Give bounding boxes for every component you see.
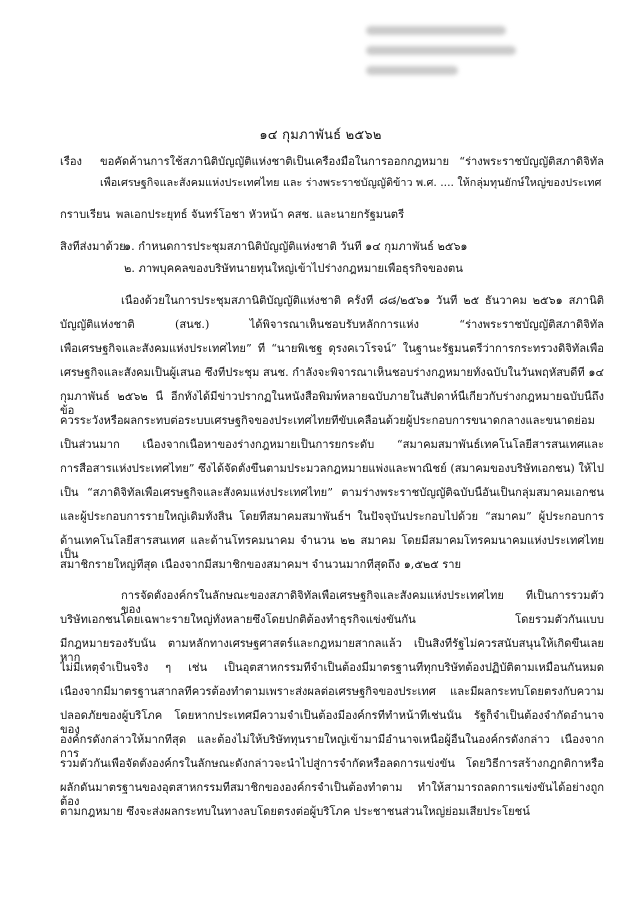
paragraph1-line: สมาชิกรายใหญ่ที่สุด เนื่องจากมีสมาชิกของสมาคมฯ จำนวนมากที่สุดถึง ๑,๕๒๕ ราย xyxy=(60,558,462,571)
paragraph2-line: บริษัทเอกชนโดยเฉพาะรายใหญ่ทั้งหลายซึ่งโดยปกติต้องทำธุรกิจแข่งขันกัน โดยรวมตัวกันแบบ xyxy=(60,613,604,626)
paragraph1-line: กุมภาพันธ์ ๒๕๖๒ นี้ อีกทั้งได้มีข่าวปรากฏในหนังสือพิมพ์หลายฉบับภายในสัปดาห์นี้เกี่ยวกับร่างกฎหมายฉบับนี้ถึงข้อ xyxy=(60,390,604,417)
letter-date: ๑๔ กุมภาพันธ์ ๒๕๖๒ xyxy=(259,128,382,143)
paragraph2-line: มีกฎหมายรองรับนั้น ตามหลักทางเศรษฐศาสตร์และกฎหมายสากลแล้ว เป็นสิ่งที่รัฐไม่ควรสนับสนุนให้เกิดขึ้นเลยหาก xyxy=(60,637,604,664)
redacted-line xyxy=(366,66,458,75)
paragraph1-line: การสื่อสารแห่งประเทศไทย” ซึ่งได้จัดตั้งขึ้นตามประมวลกฎหมายแพ่งและพาณิชย์ (สมาคมของบริษัทเอกชน) ให้ไป xyxy=(60,462,604,475)
paragraph1-line: เป็น “สภาดิจิทัลเพื่อเศรษฐกิจและสังคมแห่งประเทศไทย” ตามร่างพระราชบัญญัติฉบับนี้อันเป็นกลุ่มสมาคมเอกชน xyxy=(60,486,604,499)
recipient-text: พลเอกประยุทธ์ จันทร์โอชา หัวหน้า คสช. และนายกรัฐมนตรี xyxy=(116,208,405,221)
paragraph2-line: ตามกฎหมาย ซึ่งจะส่งผลกระทบในทางลบโดยตรงต่อผู้บริโภค ประชาชนส่วนใหญ่ย่อมเสียประโยชน์ xyxy=(60,805,530,818)
paragraph1-line: เพื่อเศรษฐกิจและสังคมแห่งประเทศไทย” ที่ “นายพิเชฐ ดุรงคเวโรจน์” ในฐานะรัฐมนตรีว่าการกระทรวงดิจิทัลเพื่อ xyxy=(60,342,604,355)
redacted-line xyxy=(366,46,516,55)
paragraph2-line: ผลักดันมาตรฐานของอุตสาหกรรมที่สมาชิกขององค์กรจำเป็นต้องทำตาม ทำให้สามารถลดการแข่งขันได้อย่างถูกต้อง xyxy=(60,781,604,808)
redacted-line xyxy=(366,26,506,35)
paragraph2-line: เนื่องจากมีมาตรฐานสากลที่ควรต้องทำตามเพราะส่งผลต่อเศรษฐกิจของประเทศ และมีผลกระทบโดยตรงกับความ xyxy=(60,685,604,698)
paragraph2-line: รวมตัวกันเพื่อจัดตั้งองค์กรในลักษณะดังกล่าวจะนำไปสู่การจำกัดหรือลดการแข่งขัน โดยวิธีการสร้างกฎกติกาหรือ xyxy=(60,757,604,770)
subject-line-2: เพื่อเศรษฐกิจและสังคมแห่งประเทศไทย และ ร่างพระราชบัญญัติข้าว พ.ศ. .... ให้กลุ่มทุนยักษ์ใหญ่ของประเทศ xyxy=(100,176,602,189)
enclosures-label: สิ่งที่ส่งมาด้วย xyxy=(60,240,126,253)
subject-label: เรื่อง xyxy=(60,155,83,168)
paragraph2-line: การจัดตั้งองค์กรในลักษณะของสภาดิจิทัลเพื่อเศรษฐกิจและสังคมแห่งประเทศไทย ที่เป็นการรวมตัวของ xyxy=(121,589,604,616)
redacted-sender-address xyxy=(366,26,516,86)
paragraph1-line: ด้านเทคโนโลยีสารสนเทศ และด้านโทรคมนาคม จำนวน ๒๒ สมาคม โดยมีสมาคมโทรคมนาคมแห่งประเทศไทย เป็น xyxy=(60,534,604,561)
paragraph2-line: ไม่มีเหตุจำเป็นจริง ๆ เช่น เป็นอุตสาหกรรมที่จำเป็นต้องมีมาตรฐานที่ทุกบริษัทต้องปฏิบัติตามเหมือนกันหมด xyxy=(60,661,604,674)
paragraph1-line: บัญญัติแห่งชาติ (สนช.) ได้พิจารณาเห็นชอบรับหลักการแห่ง “ร่างพระราชบัญญัติสภาดิจิทัล xyxy=(60,318,604,331)
enclosure-item-1: ๑. กำหนดการประชุมสภานิติบัญญัติแห่งชาติ วันที่ ๑๔ กุมภาพันธ์ ๒๕๖๑ xyxy=(124,240,468,253)
recipient-label: กราบเรียน xyxy=(60,208,111,221)
paragraph1-line: และผู้ประกอบการรายใหญ่เดิมทั้งสิ้น โดยที่สมาคมสมาพันธ์ฯ ในปัจจุบันประกอบไปด้วย “สมาคม” ผู้ประกอบการ xyxy=(60,510,604,523)
paragraph1-line: เนื่องด้วยในการประชุมสภานิติบัญญัติแห่งชาติ ครั้งที่ ๘๘/๒๕๖๑ วันที่ ๒๕ ธันวาคม ๒๕๖๑ สภานิติ xyxy=(121,294,604,307)
paragraph1-line: เป็นส่วนมาก เนื่องจากเนื้อหาของร่างกฎหมายเป็นการยกระดับ “สมาคมสมาพันธ์เทคโนโลยีสารสนเทศและ xyxy=(60,438,604,451)
paragraph2-line: ปลอดภัยของผู้บริโภค โดยหากประเทศมีความจำเป็นต้องมีองค์กรที่ทำหน้าที่เช่นนั้น รัฐก็จำเป็นต้องจำกัดอำนาจของ xyxy=(60,709,604,736)
paragraph1-line: ควรระวังหรือผลกระทบต่อระบบเศรษฐกิจของประเทศไทยที่ขับเคลื่อนด้วยผู้ประกอบการขนาดกลางและขนาดย่อม xyxy=(60,414,596,427)
enclosure-item-2: ๒. ภาพบุคคลของบริษัทนายทุนใหญ่เข้าไปร่างกฎหมายเพื่อธุรกิจของตน xyxy=(124,262,463,275)
subject-line-1: ขอคัดค้านการใช้สภานิติบัญญัติแห่งชาติเป็นเครื่องมือในการออกกฎหมาย “ร่างพระราชบัญญัติสภาดิจิทัล xyxy=(100,155,604,168)
paragraph2-line: องค์กรดังกล่าวให้มากที่สุด และต้องไม่ให้บริษัททุนรายใหญ่เข้ามามีอำนาจเหนือผู้อื่นในองค์กรดังกล่าว เนื่องจากการ xyxy=(60,733,604,760)
paragraph1-line: เศรษฐกิจและสังคมเป็นผู้เสนอ ซึ่งที่ประชุม สนช. กำลังจะพิจารณาเห็นชอบร่างกฎหมายทั้งฉบับในวันพฤหัสบดีที่ ๑๔ xyxy=(60,366,604,379)
